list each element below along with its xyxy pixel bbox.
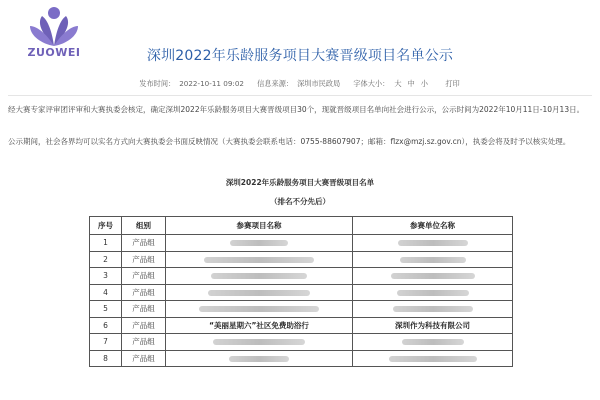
cell-group: 产品组 [122,317,166,334]
blurred-project-name [211,273,307,279]
list-subtitle: （排名不分先后） [270,197,330,206]
table-header-row [90,217,513,235]
cell-group: 产品组 [122,334,166,351]
blurred-project-name [208,290,310,296]
cell-project [166,235,353,252]
cell-group: 产品组 [122,251,166,268]
cell-group: 产品组 [122,301,166,318]
blurred-project-name [230,240,288,246]
list-title: 深圳2022年乐龄服务项目大赛晋级项目名单 [225,178,375,187]
cell-project [166,301,353,318]
cell-project [166,334,353,351]
logo-mark-icon [22,6,86,48]
cell-org [353,301,513,318]
blurred-project-name [229,356,289,362]
cell-project [166,268,353,285]
table-row [90,334,513,351]
article-title: 深圳2022年乐龄服务项目大赛晋级项目名单公示 [146,48,454,64]
paragraph-announcement: 经大赛专家评审团评审和大赛执委会核定，确定深圳2022年乐龄服务项目大赛晋级项目30个，现就晋级项目名单向社会进行公示，公示时间为2022年10月11日-10月13日。 [8,105,585,114]
font-size-medium-button[interactable]: 中 [407,79,415,88]
published-value: 2022-10-11 09:02 [179,79,244,88]
cell-project [166,317,353,334]
table-row [90,235,513,252]
table-body [90,235,513,367]
blurred-org-name [398,240,468,246]
published-label: 发布时间： [139,79,176,88]
blurred-org-name [393,306,473,312]
project-name-text: “美丽星期六”社区免费助浴行 [209,320,309,330]
cell-group: 产品组 [122,235,166,252]
table-row [90,268,513,285]
cell-no: 8 [90,350,122,367]
cell-project [166,251,353,268]
table-row [90,301,513,318]
cell-org [353,334,513,351]
blurred-org-name [391,273,475,279]
cell-no: 1 [90,235,122,252]
cell-org [353,251,513,268]
cell-org [353,317,513,334]
blurred-org-name [402,339,464,345]
cell-no: 2 [90,251,122,268]
cell-project [166,284,353,301]
blurred-project-name [213,339,305,345]
article-meta [0,79,600,89]
cell-group: 产品组 [122,268,166,285]
cell-no: 7 [90,334,122,351]
cell-no: 3 [90,268,122,285]
blurred-project-name [199,306,319,312]
cell-org [353,235,513,252]
source-value: 深圳市民政局 [297,79,341,88]
blurred-org-name [389,356,477,362]
header-divider [8,95,592,96]
logo-wordmark: ZUOWEI [27,46,81,59]
cell-org [353,268,513,285]
blurred-project-name [204,257,314,263]
header-org: 参赛单位名称 [353,217,513,235]
cell-group: 产品组 [122,350,166,367]
header-no: 序号 [90,217,122,235]
cell-no: 6 [90,317,122,334]
cell-no: 4 [90,284,122,301]
blurred-org-name [397,290,469,296]
cell-group: 产品组 [122,284,166,301]
cell-org [353,350,513,367]
source-label: 信息来源： [257,79,294,88]
font-size-small-button[interactable]: 小 [420,79,428,88]
cell-no: 5 [90,301,122,318]
paragraph-feedback: 公示期间，社会各界均可以实名方式向大赛执委会书面反映情况（大赛执委会联系电话：0755-88607907；邮箱：flzx@mzj.sz.gov.cn），执委会将及时予以核实处理。 [8,137,571,146]
table-row [90,251,513,268]
table-row [90,350,513,367]
font-size-large-button[interactable]: 大 [394,79,402,88]
header-project: 参赛项目名称 [166,217,353,235]
table-row [90,284,513,301]
org-name-text: 深圳作为科技有限公司 [395,320,470,330]
header-group: 组别 [122,217,166,235]
cell-project [166,350,353,367]
blurred-org-name [400,257,466,263]
table-row [90,317,513,334]
font-size-label: 字体大小： [353,79,390,88]
roster-table [89,216,513,367]
print-button[interactable]: 打印 [445,79,460,88]
cell-org [353,284,513,301]
